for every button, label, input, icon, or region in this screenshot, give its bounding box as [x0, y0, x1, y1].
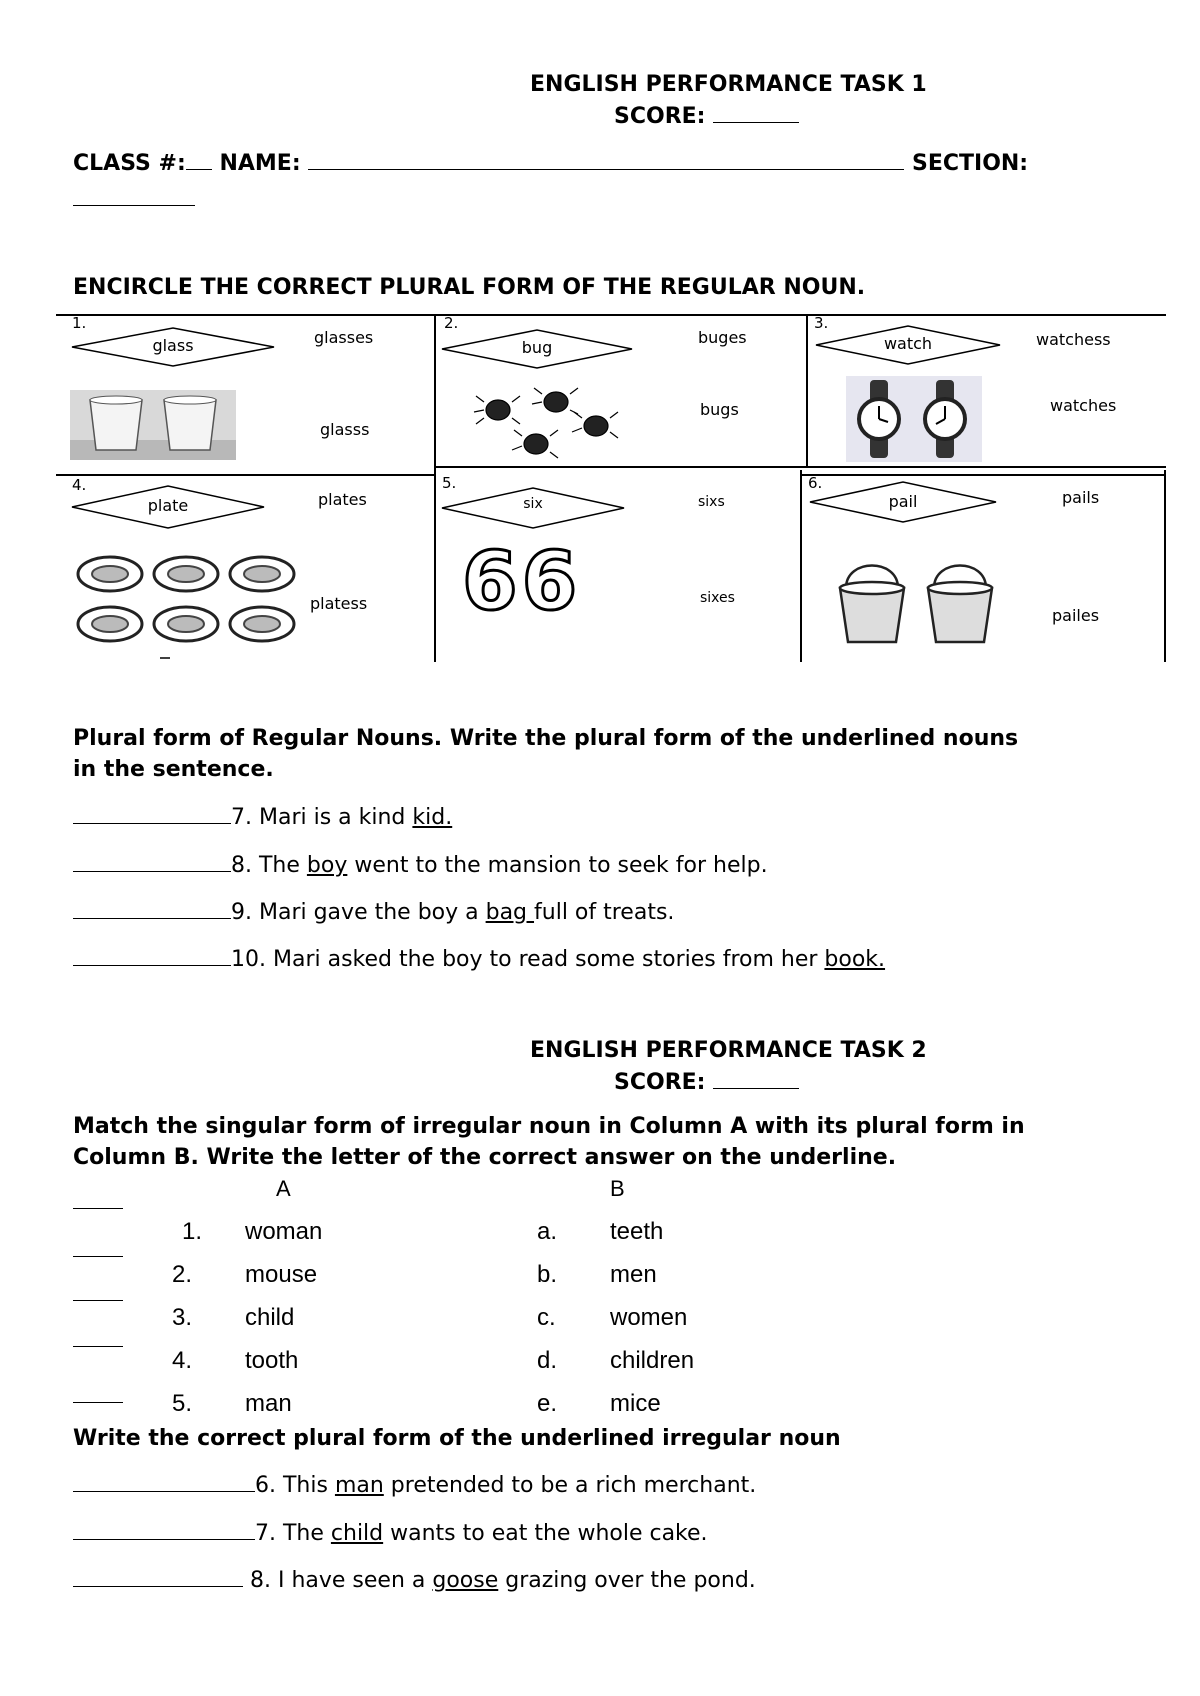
score-label: SCORE:: [614, 1070, 706, 1095]
sentence-text: pretended to be a rich merchant.: [383, 1473, 757, 1498]
option-1[interactable]: pails: [1062, 488, 1100, 507]
underlined-noun: boy: [306, 853, 348, 878]
column-a-header: A: [276, 1176, 291, 1201]
grid-cell-3: [808, 314, 1166, 466]
column-b-letter: b.: [537, 1261, 558, 1288]
grid-cell-4: [56, 476, 434, 662]
option-2[interactable]: pailes: [1052, 606, 1100, 625]
plate-icon: [76, 552, 300, 662]
item-number: 5.: [442, 474, 457, 492]
answer-blank[interactable]: [73, 946, 231, 966]
column-b-word: men: [610, 1261, 657, 1288]
answer-blank[interactable]: [73, 1520, 255, 1540]
column-b-letter: d.: [537, 1347, 558, 1374]
option-2[interactable]: platess: [310, 594, 368, 613]
glass-icon: [70, 390, 236, 460]
match-blank[interactable]: [73, 1300, 123, 1301]
singular-word: pail: [888, 492, 918, 511]
column-b-letter: a.: [537, 1218, 558, 1245]
column-a-word: child: [245, 1304, 295, 1331]
answer-blank[interactable]: [73, 899, 231, 919]
grid-line: [1164, 470, 1166, 662]
answer-blank[interactable]: [73, 804, 231, 824]
item-number: 3.: [814, 314, 829, 332]
singular-word: plate: [147, 496, 189, 515]
sentence-text: grazing over the pond.: [498, 1568, 756, 1593]
sentence-text: full of treats.: [534, 900, 675, 925]
column-b-word: women: [610, 1304, 688, 1331]
match-blank[interactable]: [73, 1346, 123, 1347]
item-number: 1.: [72, 314, 87, 332]
task1-title: ENGLISH PERFORMANCE TASK 1: [530, 72, 927, 97]
task1-part2-instruction-line1: Plural form of Regular Nouns. Write the plural form of the underlined nouns: [73, 726, 1019, 751]
section-label: SECTION:: [911, 151, 1029, 176]
column-b-letter: e.: [537, 1390, 558, 1417]
sentence-text: 7. The: [255, 1521, 331, 1546]
item-number: 4.: [72, 476, 87, 494]
sentence-text: 6. This: [255, 1473, 335, 1498]
match-blank[interactable]: [73, 1208, 123, 1209]
column-a-word: tooth: [245, 1347, 299, 1374]
score-label: SCORE:: [614, 104, 706, 129]
sentence-text: went to the mansion to seek for help.: [347, 853, 768, 878]
task2-instruction-line1: Match the singular form of irregular noun in Column A with its plural form in: [73, 1114, 1025, 1139]
number-six-graphic: 66: [462, 535, 582, 628]
option-1[interactable]: watchess: [1036, 330, 1111, 349]
column-a-word: mouse: [245, 1261, 318, 1288]
watch-icon: [846, 376, 982, 462]
option-1[interactable]: buges: [698, 328, 747, 347]
match-blank[interactable]: [73, 1256, 123, 1257]
singular-word: six: [523, 496, 543, 512]
underlined-noun: man: [334, 1473, 384, 1498]
row-number: 3.: [172, 1304, 193, 1331]
score-blank[interactable]: [713, 1069, 799, 1089]
answer-blank[interactable]: [73, 852, 231, 872]
task2-part2-instruction: Write the correct plural form of the underlined irregular noun: [73, 1426, 841, 1451]
column-b-word: teeth: [610, 1218, 664, 1245]
option-1[interactable]: sixs: [698, 494, 725, 510]
sentence-text: 8. I have seen a: [243, 1568, 433, 1593]
sentence-row: [73, 804, 452, 830]
answer-blank[interactable]: [73, 1472, 255, 1492]
grid-cell-2: [436, 314, 806, 466]
row-number: 4.: [172, 1347, 193, 1374]
sentence-text: 7. Mari is a kind: [231, 805, 413, 830]
item-number: 2.: [444, 314, 459, 332]
sentence-row: [73, 852, 768, 878]
sentence-text: wants to eat the whole cake.: [383, 1521, 708, 1546]
row-number: 2.: [172, 1261, 193, 1288]
item-number: 6.: [808, 474, 823, 492]
sentence-row: [73, 1567, 756, 1593]
sentence-row: [73, 946, 885, 972]
pail-icon: [838, 554, 1002, 644]
option-1[interactable]: glasses: [314, 328, 374, 347]
column-b-word: mice: [610, 1390, 661, 1417]
column-b-letter: c.: [537, 1304, 556, 1331]
option-2[interactable]: bugs: [700, 400, 739, 419]
option-2[interactable]: sixes: [700, 590, 735, 606]
grid-cell-5: [436, 468, 800, 662]
task2-instruction-line2: Column B. Write the letter of the correct answer on the underline.: [73, 1145, 897, 1170]
sentence-text: 9. Mari gave the boy a: [231, 900, 486, 925]
option-2[interactable]: watches: [1050, 396, 1117, 415]
grid-cell-6: [802, 476, 1164, 662]
underlined-noun: bag: [485, 900, 535, 925]
match-blank[interactable]: [73, 1402, 123, 1403]
column-a-word: man: [245, 1390, 292, 1417]
task2-title: ENGLISH PERFORMANCE TASK 2: [530, 1038, 927, 1063]
column-a-word: woman: [245, 1218, 323, 1245]
sentence-text: 8. The: [231, 853, 307, 878]
option-1[interactable]: plates: [318, 490, 367, 509]
underlined-noun: book.: [824, 947, 886, 972]
sentence-row: [73, 1472, 756, 1498]
singular-word: bug: [521, 338, 553, 357]
answer-blank[interactable]: [73, 1567, 243, 1587]
task2-score: [614, 1069, 799, 1095]
underlined-noun: kid.: [412, 805, 453, 830]
task1-part2-instruction-line2: in the sentence.: [73, 757, 274, 782]
sentence-row: [73, 899, 674, 925]
bug-icon: [466, 384, 636, 464]
name-label: NAME:: [219, 151, 301, 176]
class-label: CLASS #:: [73, 151, 186, 176]
underlined-noun: child: [330, 1521, 384, 1546]
grid-cell-1: [56, 314, 434, 474]
sentence-row: [73, 1520, 708, 1546]
row-number: 1.: [182, 1218, 203, 1245]
column-b-word: children: [610, 1347, 695, 1374]
singular-word: watch: [883, 334, 933, 353]
column-b-header: B: [610, 1176, 625, 1201]
row-number: 5.: [172, 1390, 193, 1417]
task1-instruction: ENCIRCLE THE CORRECT PLURAL FORM OF THE REGULAR NOUN.: [73, 275, 866, 300]
underlined-noun: goose: [432, 1568, 499, 1593]
option-2[interactable]: glasss: [320, 420, 370, 439]
singular-word: glass: [152, 336, 194, 355]
sentence-text: 10. Mari asked the boy to read some stories from her: [231, 947, 825, 972]
